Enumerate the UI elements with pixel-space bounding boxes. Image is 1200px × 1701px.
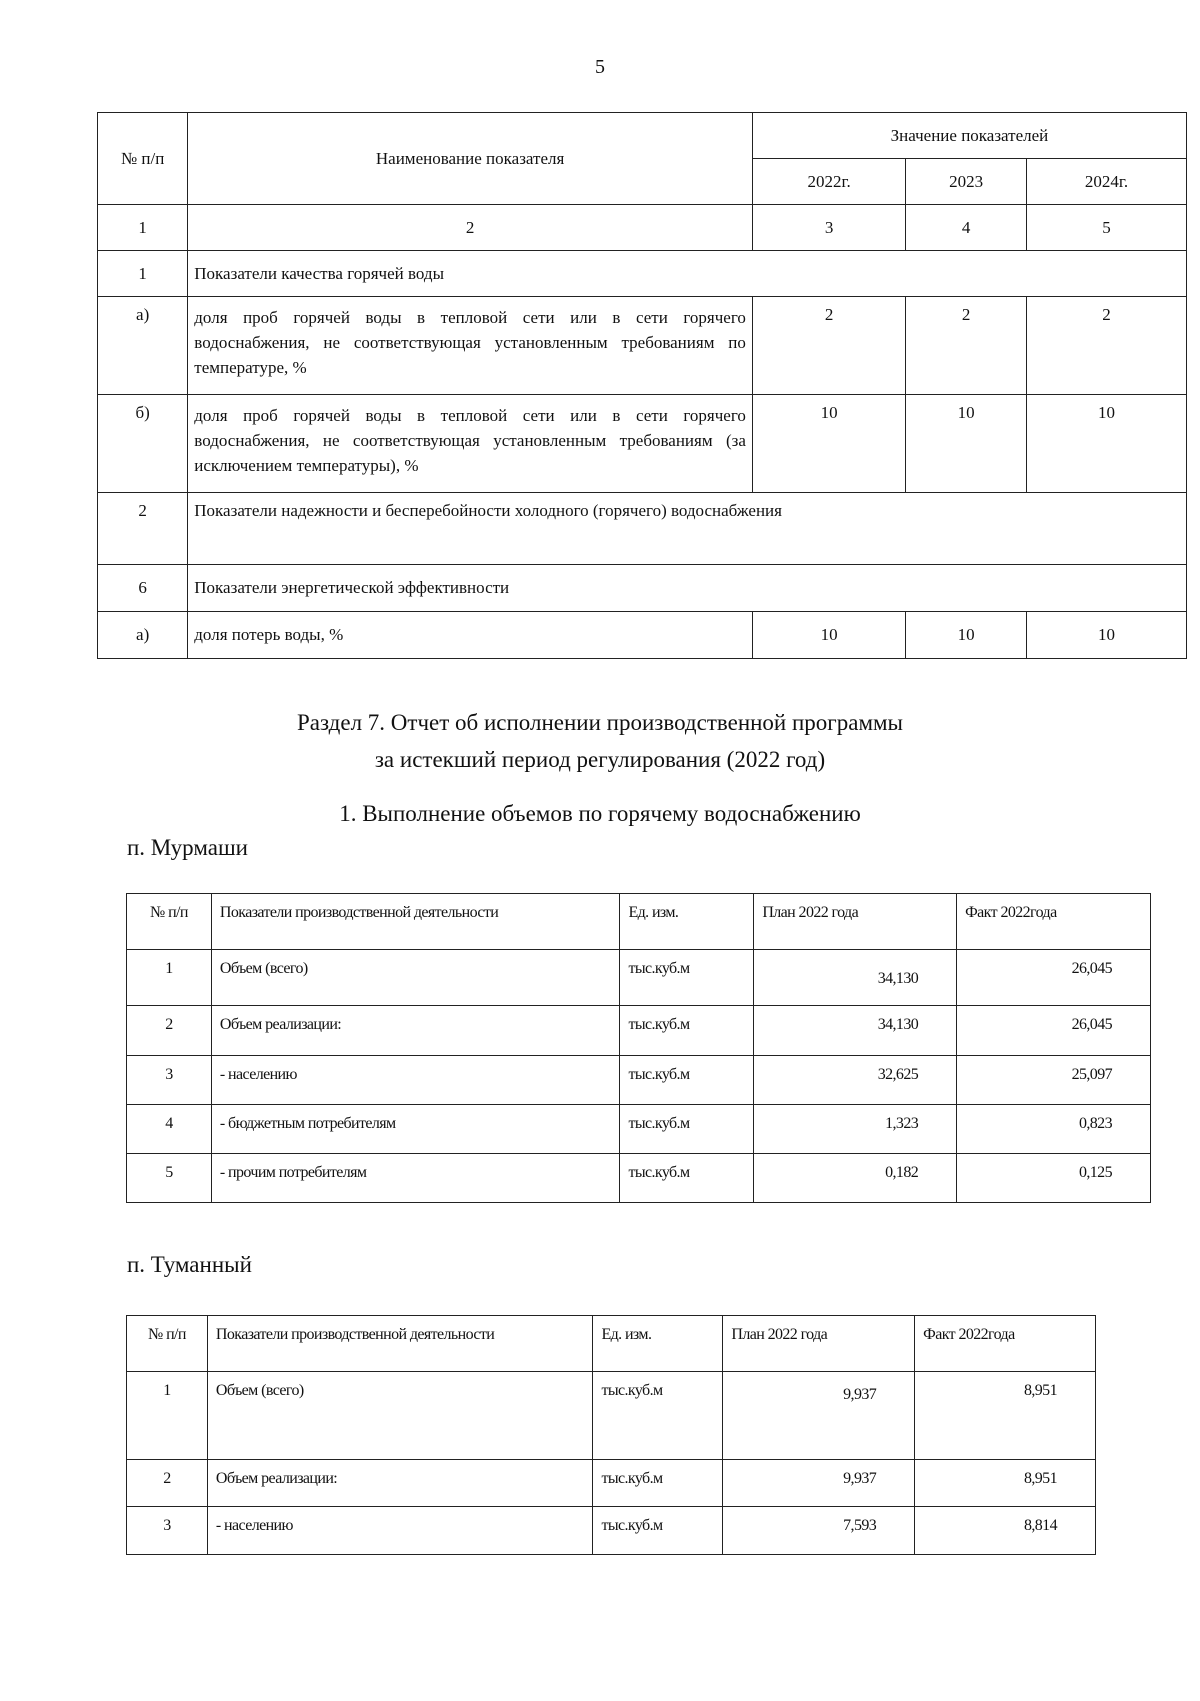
- row-name: Объем реализации:: [211, 1006, 620, 1056]
- column-number-row: [98, 205, 1187, 251]
- row-name: - населению: [207, 1507, 593, 1555]
- col-number: 1: [98, 205, 188, 251]
- header-year: 2024г.: [1027, 159, 1187, 205]
- murmashi-table: [126, 893, 1151, 1203]
- row-unit: тыс.куб.м: [593, 1460, 723, 1507]
- header-name: Показатели производственной деятельности: [207, 1316, 593, 1372]
- row-name: доля проб горячей воды в тепловой сети или в сети горячего водоснабжения, не соответствующая установленным требованиям по температуре, %: [188, 297, 753, 395]
- row-unit: тыс.куб.м: [593, 1372, 723, 1460]
- row-num: 2: [127, 1006, 212, 1056]
- row-plan: 1,323: [754, 1105, 957, 1154]
- row-num: 5: [127, 1154, 212, 1203]
- row-fact: 0,823: [957, 1105, 1151, 1154]
- header-plan: План 2022 года: [723, 1316, 915, 1372]
- header-year: 2023: [906, 159, 1027, 205]
- row-name: Показатели энергетической эффективности: [188, 565, 1187, 612]
- table-row: [98, 251, 1187, 297]
- row-num: 2: [127, 1460, 208, 1507]
- header-num: № п/п: [98, 113, 188, 205]
- row-num: 1: [127, 1372, 208, 1460]
- table-row: [98, 297, 1187, 395]
- page-number: 5: [595, 56, 605, 78]
- row-value: 10: [752, 612, 905, 659]
- murmashi-title: п. Мурмаши: [127, 835, 248, 860]
- row-name: Показатели надежности и бесперебойности холодного (горячего) водоснабжения: [188, 493, 1187, 565]
- row-plan: 0,182: [754, 1154, 957, 1203]
- table-row: [127, 950, 1151, 1006]
- row-plan: 32,625: [754, 1056, 957, 1105]
- row-value: 2: [752, 297, 905, 395]
- row-unit: тыс.куб.м: [620, 1006, 754, 1056]
- header-num: № п/п: [127, 1316, 208, 1372]
- header-year: 2022г.: [752, 159, 905, 205]
- row-name: доля потерь воды, %: [188, 612, 753, 659]
- table-row: [98, 493, 1187, 565]
- row-value: 10: [752, 395, 905, 493]
- col-number: 5: [1027, 205, 1187, 251]
- row-num: 2: [98, 493, 188, 565]
- col-number: 4: [906, 205, 1027, 251]
- row-name: Показатели качества горячей воды: [188, 251, 1187, 297]
- row-name: - прочим потребителям: [211, 1154, 620, 1203]
- row-name: Объем реализации:: [207, 1460, 593, 1507]
- row-num: 6: [98, 565, 188, 612]
- row-name: - бюджетным потребителям: [211, 1105, 620, 1154]
- header-unit: Ед. изм.: [593, 1316, 723, 1372]
- table-row: [98, 395, 1187, 493]
- header-unit: Ед. изм.: [620, 894, 754, 950]
- row-num: а): [98, 612, 188, 659]
- row-fact: 8,814: [915, 1507, 1096, 1555]
- table-row: [127, 1507, 1096, 1555]
- row-fact: 26,045: [957, 950, 1151, 1006]
- header-num: № п/п: [127, 894, 212, 950]
- row-name: - населению: [211, 1056, 620, 1105]
- table-header-row: [127, 894, 1151, 950]
- header-values-group: Значение показателей: [752, 113, 1186, 159]
- row-unit: тыс.куб.м: [620, 1105, 754, 1154]
- table-row: [127, 1056, 1151, 1105]
- row-value: 2: [906, 297, 1027, 395]
- row-value: 10: [1027, 395, 1187, 493]
- row-num: б): [98, 395, 188, 493]
- header-fact: Факт 2022года: [957, 894, 1151, 950]
- row-fact: 25,097: [957, 1056, 1151, 1105]
- row-plan: 9,937: [723, 1460, 915, 1507]
- row-num: 4: [127, 1105, 212, 1154]
- row-unit: тыс.куб.м: [620, 950, 754, 1006]
- table-row: [127, 1006, 1151, 1056]
- row-plan: 9,937: [723, 1372, 915, 1460]
- table-row: [127, 1372, 1096, 1460]
- row-value: 10: [1027, 612, 1187, 659]
- tumanny-table: [126, 1315, 1096, 1555]
- row-fact: 8,951: [915, 1372, 1096, 1460]
- row-value: 10: [906, 612, 1027, 659]
- section-title-line1: Раздел 7. Отчет об исполнении производственной программы: [296, 710, 904, 735]
- col-number: 3: [752, 205, 905, 251]
- row-num: 1: [127, 950, 212, 1006]
- section-title-line2: за истекший период регулирования (2022 год): [374, 747, 826, 772]
- subsection-title: 1. Выполнение объемов по горячему водоснабжению: [339, 801, 861, 826]
- header-name: Показатели производственной деятельности: [211, 894, 620, 950]
- row-fact: 0,125: [957, 1154, 1151, 1203]
- row-value: 10: [906, 395, 1027, 493]
- row-fact: 8,951: [915, 1460, 1096, 1507]
- row-num: а): [98, 297, 188, 395]
- row-num: 3: [127, 1507, 208, 1555]
- table-row: [127, 1105, 1151, 1154]
- table-row: [127, 1460, 1096, 1507]
- row-plan: 34,130: [754, 1006, 957, 1056]
- row-name: Объем (всего): [207, 1372, 593, 1460]
- table-header-row: [98, 113, 1187, 159]
- row-unit: тыс.куб.м: [620, 1154, 754, 1203]
- table-header-row: [127, 1316, 1096, 1372]
- row-name: доля проб горячей воды в тепловой сети или в сети горячего водоснабжения, не соответствующая установленным требованиям (за исключением температуры), %: [188, 395, 753, 493]
- row-fact: 26,045: [957, 1006, 1151, 1056]
- indicators-table: [97, 112, 1187, 659]
- row-plan: 7,593: [723, 1507, 915, 1555]
- row-num: 1: [98, 251, 188, 297]
- table-row: [98, 565, 1187, 612]
- row-plan: 34,130: [754, 950, 957, 1006]
- row-unit: тыс.куб.м: [620, 1056, 754, 1105]
- col-number: 2: [188, 205, 753, 251]
- row-unit: тыс.куб.м: [593, 1507, 723, 1555]
- row-value: 2: [1027, 297, 1187, 395]
- header-plan: План 2022 года: [754, 894, 957, 950]
- table-row: [98, 612, 1187, 659]
- header-name: Наименование показателя: [188, 113, 753, 205]
- tumanny-title: п. Туманный: [127, 1252, 252, 1277]
- header-fact: Факт 2022года: [915, 1316, 1096, 1372]
- table-row: [127, 1154, 1151, 1203]
- row-name: Объем (всего): [211, 950, 620, 1006]
- row-num: 3: [127, 1056, 212, 1105]
